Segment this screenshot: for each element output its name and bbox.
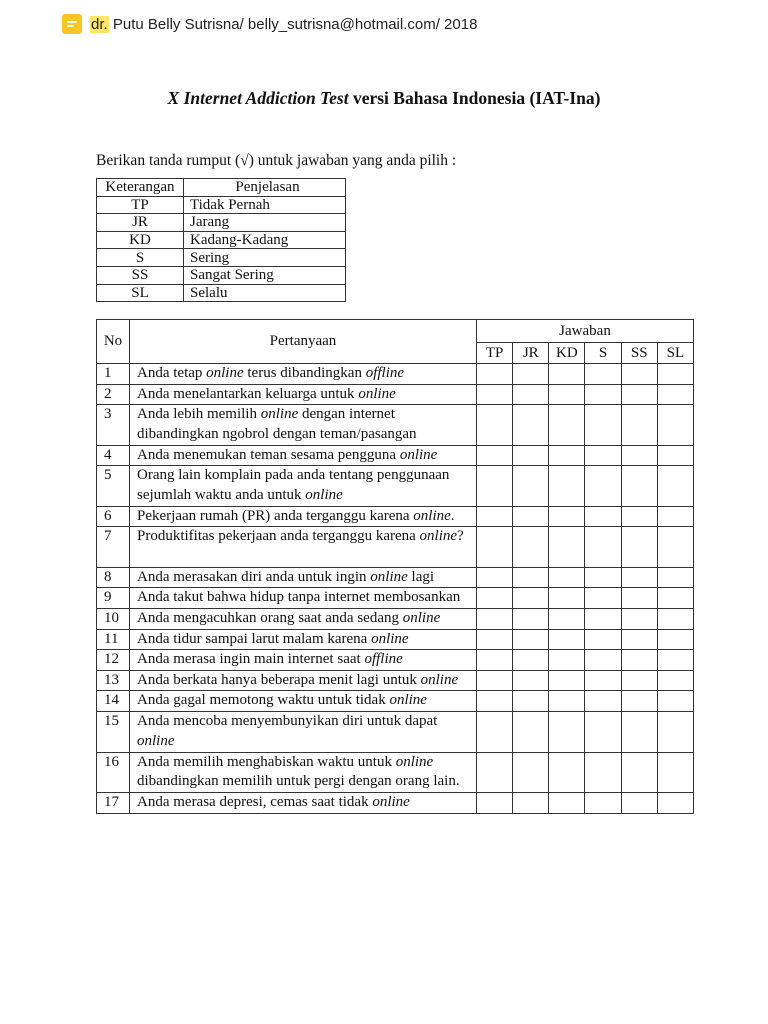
- answer-cell-jr[interactable]: [513, 609, 549, 630]
- question-number: 3: [97, 405, 130, 446]
- answer-cell-kd[interactable]: [549, 650, 585, 671]
- question-text: [130, 588, 477, 609]
- question-text-italic: online: [389, 692, 427, 709]
- answer-cell-sl[interactable]: [657, 670, 693, 691]
- answer-cell-sl[interactable]: [657, 445, 693, 466]
- question-row: [97, 712, 694, 753]
- question-row: [97, 466, 694, 507]
- answer-cell-s[interactable]: [585, 506, 621, 527]
- column-header-question: Pertanyaan: [130, 320, 477, 364]
- answer-cell-s[interactable]: [585, 384, 621, 405]
- answer-cell-kd[interactable]: [549, 364, 585, 385]
- question-row: [97, 752, 694, 793]
- question-text-italic: online: [402, 610, 441, 627]
- answer-cell-kd[interactable]: [549, 384, 585, 405]
- question-text-part: Anda tetap: [137, 365, 207, 381]
- answer-cell-ss[interactable]: [621, 445, 657, 466]
- answer-cell-tp[interactable]: [477, 405, 513, 446]
- question-number: 9: [97, 588, 130, 609]
- note-icon[interactable]: [62, 14, 82, 34]
- question-number: 4: [97, 445, 130, 466]
- question-text-italic: online: [358, 385, 396, 402]
- instruction-text: Berikan tanda rumput (√) untuk jawaban yang anda pilih :: [96, 152, 457, 169]
- question-number: 7: [97, 527, 130, 568]
- answer-cell-ss[interactable]: [621, 384, 657, 405]
- answer-cell-sl[interactable]: [657, 384, 693, 405]
- answer-cell-s[interactable]: [585, 752, 621, 793]
- question-text: [130, 752, 477, 793]
- answer-cell-tp[interactable]: [477, 466, 513, 507]
- legend-description: Selalu: [184, 284, 346, 302]
- question-row: [97, 506, 694, 527]
- question-text-part: Anda merasa depresi, cemas saat tidak: [137, 794, 373, 811]
- title-italic: X Internet Addiction Test: [167, 88, 349, 108]
- question-text: [130, 670, 477, 691]
- column-header-no: No: [97, 320, 130, 364]
- answer-cell-jr[interactable]: [513, 445, 549, 466]
- answer-cell-tp[interactable]: [477, 445, 513, 466]
- answer-cell-kd[interactable]: [549, 588, 585, 609]
- question-text-part: Anda menelantarkan keluarga untuk: [137, 385, 359, 402]
- answer-cell-ss[interactable]: [621, 609, 657, 630]
- answer-cell-jr[interactable]: [513, 629, 549, 650]
- answer-cell-kd[interactable]: [549, 691, 585, 712]
- answer-option-s: S: [585, 343, 621, 364]
- answer-cell-tp[interactable]: [477, 629, 513, 650]
- question-text: [130, 629, 477, 650]
- question-number: 17: [97, 793, 130, 814]
- answer-cell-kd[interactable]: [549, 629, 585, 650]
- question-text-italic: online: [206, 365, 244, 381]
- answer-cell-s[interactable]: [585, 629, 621, 650]
- question-text-italic: online: [137, 732, 175, 749]
- question-text-part: Anda merasakan diri anda untuk ingin: [137, 568, 371, 585]
- legend-description: Sangat Sering: [184, 266, 346, 284]
- answer-cell-sl[interactable]: [657, 466, 693, 507]
- question-text-part: ?: [457, 528, 464, 545]
- answer-cell-ss[interactable]: [621, 650, 657, 671]
- question-text: [130, 405, 477, 446]
- question-number: 5: [97, 466, 130, 507]
- answer-cell-tp[interactable]: [477, 712, 513, 753]
- answer-option-ss: SS: [621, 343, 657, 364]
- answer-cell-tp[interactable]: [477, 567, 513, 588]
- legend-description: Kadang-Kadang: [184, 231, 346, 249]
- question-text-part: Anda tidur sampai larut malam karena: [137, 630, 372, 647]
- question-text: [130, 650, 477, 671]
- answer-cell-sl[interactable]: [657, 506, 693, 527]
- question-number: 1: [97, 364, 130, 385]
- answer-cell-jr[interactable]: [513, 691, 549, 712]
- answer-cell-tp[interactable]: [477, 506, 513, 527]
- answer-cell-sl[interactable]: [657, 567, 693, 588]
- answer-cell-ss[interactable]: [621, 506, 657, 527]
- answer-cell-s[interactable]: [585, 793, 621, 814]
- legend-row: [97, 266, 346, 284]
- question-number: 12: [97, 650, 130, 671]
- question-number: 15: [97, 712, 130, 753]
- legend-description: Tidak Pernah: [184, 196, 346, 214]
- question-text-part: dibandingkan memilih untuk pergi dengan orang lain.: [137, 773, 460, 790]
- question-number: 13: [97, 670, 130, 691]
- question-text: [130, 609, 477, 630]
- answer-cell-jr[interactable]: [513, 793, 549, 814]
- answer-cell-tp[interactable]: [477, 384, 513, 405]
- answer-cell-ss[interactable]: [621, 629, 657, 650]
- legend-header-code: Keterangan: [97, 179, 184, 197]
- answer-cell-kd[interactable]: [549, 670, 585, 691]
- answer-cell-s[interactable]: [585, 670, 621, 691]
- question-text-part: Anda memilih menghabiskan waktu untuk: [137, 753, 396, 770]
- legend-description: Sering: [184, 249, 346, 267]
- question-row: [97, 650, 694, 671]
- question-text-part: Anda takut bahwa hidup tanpa internet membosankan: [137, 589, 461, 606]
- answer-cell-tp[interactable]: [477, 364, 513, 385]
- question-text-italic: online: [370, 568, 408, 585]
- answer-cell-jr[interactable]: [513, 588, 549, 609]
- answer-cell-kd[interactable]: [549, 506, 585, 527]
- answer-cell-s[interactable]: [585, 567, 621, 588]
- answer-cell-sl[interactable]: [657, 629, 693, 650]
- answer-option-tp: TP: [477, 343, 513, 364]
- question-text-part: dengan internet dibandingkan ngobrol dengan teman/pasangan: [137, 406, 417, 442]
- answer-cell-kd[interactable]: [549, 752, 585, 793]
- question-table: [96, 319, 694, 814]
- question-number: 10: [97, 609, 130, 630]
- question-text: [130, 691, 477, 712]
- legend-code: SS: [97, 266, 184, 284]
- answer-cell-kd[interactable]: [549, 609, 585, 630]
- question-text-part: Anda menemukan teman sesama pengguna: [137, 446, 400, 463]
- answer-cell-kd[interactable]: [549, 445, 585, 466]
- answer-cell-ss[interactable]: [621, 793, 657, 814]
- question-row: [97, 629, 694, 650]
- question-row: [97, 527, 694, 568]
- question-text-part: Anda gagal memotong waktu untuk tidak: [137, 692, 390, 709]
- legend-row: [97, 196, 346, 214]
- question-text: [130, 793, 477, 814]
- answer-cell-kd[interactable]: [549, 793, 585, 814]
- question-number: 8: [97, 567, 130, 588]
- question-row: [97, 609, 694, 630]
- answer-cell-s[interactable]: [585, 609, 621, 630]
- answer-cell-s[interactable]: [585, 712, 621, 753]
- question-text: [130, 567, 477, 588]
- question-text-part: Anda merasa ingin main internet saat: [137, 651, 365, 668]
- answer-cell-kd[interactable]: [549, 567, 585, 588]
- question-text-italic: online: [371, 630, 409, 647]
- question-text-part: Pekerjaan rumah (PR) anda terganggu karena: [137, 507, 414, 524]
- answer-cell-sl[interactable]: [657, 793, 693, 814]
- answer-cell-jr[interactable]: [513, 712, 549, 753]
- answer-cell-s[interactable]: [585, 466, 621, 507]
- answer-cell-tp[interactable]: [477, 793, 513, 814]
- question-text: [130, 527, 477, 568]
- question-text-italic: online: [399, 446, 438, 463]
- question-text-part: Anda mengacuhkan orang saat anda sedang: [137, 610, 403, 627]
- legend-row: [97, 284, 346, 302]
- question-text-italic: online: [395, 753, 434, 770]
- answer-cell-tp[interactable]: [477, 752, 513, 793]
- author-note: [62, 12, 477, 36]
- author-note-text: Putu Belly Sutrisna/ belly_sutrisna@hotmail.com/ 2018: [112, 15, 478, 33]
- question-text: [130, 466, 477, 507]
- answer-cell-sl[interactable]: [657, 364, 693, 385]
- question-text-part: Produktifitas pekerjaan anda terganggu karena: [137, 528, 420, 545]
- question-row: [97, 588, 694, 609]
- question-text: [130, 384, 477, 405]
- question-text-italic: online: [305, 486, 343, 503]
- legend-code: JR: [97, 214, 184, 232]
- answer-cell-s[interactable]: [585, 527, 621, 568]
- answer-cell-jr[interactable]: [513, 384, 549, 405]
- answer-cell-kd[interactable]: [549, 527, 585, 568]
- answer-cell-tp[interactable]: [477, 588, 513, 609]
- question-row: [97, 691, 694, 712]
- question-number: 11: [97, 629, 130, 650]
- title-rest: versi Bahasa Indonesia (IAT-Ina): [348, 88, 601, 108]
- answer-cell-jr[interactable]: [513, 405, 549, 446]
- question-number: 14: [97, 691, 130, 712]
- question-number: 6: [97, 506, 130, 527]
- answer-cell-ss[interactable]: [621, 670, 657, 691]
- legend-code: SL: [97, 284, 184, 302]
- answer-cell-ss[interactable]: [621, 752, 657, 793]
- answer-cell-jr[interactable]: [513, 670, 549, 691]
- legend-code: TP: [97, 196, 184, 214]
- legend-row: [97, 231, 346, 249]
- answer-cell-kd[interactable]: [549, 712, 585, 753]
- answer-cell-kd[interactable]: [549, 405, 585, 446]
- question-text-part: lagi: [407, 568, 435, 585]
- answer-cell-s[interactable]: [585, 364, 621, 385]
- question-row: [97, 405, 694, 446]
- answer-cell-tp[interactable]: [477, 527, 513, 568]
- answer-cell-ss[interactable]: [621, 364, 657, 385]
- question-text-part: Anda mencoba menyembunyikan diri untuk dapat: [137, 713, 438, 730]
- answer-cell-sl[interactable]: [657, 588, 693, 609]
- question-text-italic: online: [413, 507, 451, 524]
- answer-cell-tp[interactable]: [477, 650, 513, 671]
- question-text-italic: online: [420, 671, 459, 688]
- answer-cell-jr[interactable]: [513, 752, 549, 793]
- question-text-italic: offline: [364, 651, 403, 668]
- answer-cell-s[interactable]: [585, 691, 621, 712]
- answer-cell-kd[interactable]: [549, 466, 585, 507]
- question-text-part: Anda lebih memilih: [137, 406, 261, 423]
- answer-cell-s[interactable]: [585, 588, 621, 609]
- legend-description: Jarang: [184, 214, 346, 232]
- answer-cell-ss[interactable]: [621, 712, 657, 753]
- question-row: [97, 567, 694, 588]
- legend-code: KD: [97, 231, 184, 249]
- legend-row: [97, 249, 346, 267]
- answer-cell-tp[interactable]: [477, 670, 513, 691]
- answer-cell-sl[interactable]: [657, 650, 693, 671]
- question-text: [130, 445, 477, 466]
- legend-code: S: [97, 249, 184, 267]
- answer-cell-sl[interactable]: [657, 527, 693, 568]
- answer-cell-ss[interactable]: [621, 527, 657, 568]
- answer-cell-jr[interactable]: [513, 567, 549, 588]
- question-row: [97, 384, 694, 405]
- answer-cell-ss[interactable]: [621, 567, 657, 588]
- question-number: 16: [97, 752, 130, 793]
- answer-cell-jr[interactable]: [513, 506, 549, 527]
- question-text-part: Anda berkata hanya beberapa menit lagi untuk: [137, 671, 421, 688]
- answer-cell-ss[interactable]: [621, 466, 657, 507]
- answer-cell-sl[interactable]: [657, 752, 693, 793]
- answer-option-sl: SL: [657, 343, 693, 364]
- highlighted-text: dr.: [91, 15, 108, 33]
- question-text-italic: online: [260, 406, 299, 423]
- question-text: [130, 364, 477, 385]
- question-text-part: .: [450, 507, 455, 524]
- answer-cell-jr[interactable]: [513, 527, 549, 568]
- legend-header-desc: Penjelasan: [184, 179, 346, 197]
- question-number: 2: [97, 384, 130, 405]
- question-text: [130, 506, 477, 527]
- answer-cell-s[interactable]: [585, 650, 621, 671]
- answer-cell-s[interactable]: [585, 445, 621, 466]
- column-header-answer: Jawaban: [477, 320, 694, 343]
- question-row: [97, 670, 694, 691]
- answer-cell-ss[interactable]: [621, 691, 657, 712]
- question-text-part: Orang lain komplain pada anda tentang penggunaan sejumlah waktu anda untuk: [137, 467, 450, 503]
- question-text-italic: online: [419, 528, 458, 545]
- answer-cell-sl[interactable]: [657, 405, 693, 446]
- legend-table: [96, 178, 346, 302]
- question-text-part: terus dibandingkan: [243, 365, 366, 381]
- answer-cell-jr[interactable]: [513, 466, 549, 507]
- answer-option-kd: KD: [549, 343, 585, 364]
- question-row: [97, 364, 694, 385]
- legend-row: [97, 214, 346, 232]
- answer-cell-sl[interactable]: [657, 712, 693, 753]
- page-title: [0, 88, 768, 109]
- answer-cell-ss[interactable]: [621, 405, 657, 446]
- question-row: [97, 445, 694, 466]
- question-text-italic: offline: [365, 365, 405, 381]
- answer-cell-jr[interactable]: [513, 650, 549, 671]
- answer-cell-tp[interactable]: [477, 691, 513, 712]
- answer-option-jr: JR: [513, 343, 549, 364]
- question-text: [130, 712, 477, 753]
- answer-cell-s[interactable]: [585, 405, 621, 446]
- answer-cell-jr[interactable]: [513, 364, 549, 385]
- question-row: [97, 793, 694, 814]
- answer-cell-ss[interactable]: [621, 588, 657, 609]
- answer-cell-sl[interactable]: [657, 691, 693, 712]
- answer-cell-tp[interactable]: [477, 609, 513, 630]
- question-text-italic: online: [372, 794, 410, 811]
- answer-cell-sl[interactable]: [657, 609, 693, 630]
